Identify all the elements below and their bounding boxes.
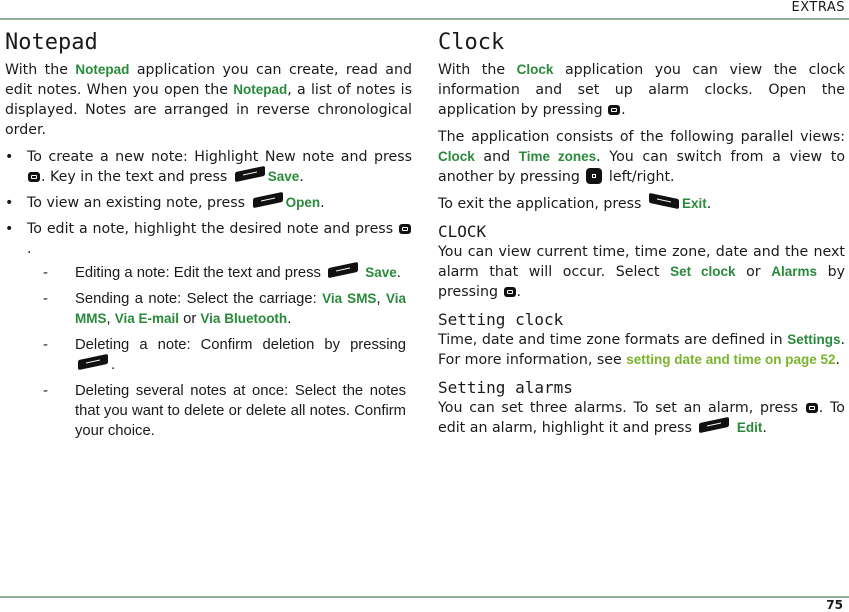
keyword-via-sms: Via SMS — [322, 291, 377, 306]
clock-section-text — [438, 242, 845, 302]
page-number: 75 — [826, 598, 843, 612]
text: The application consists of the following parallel views: — [438, 129, 845, 145]
text: With the — [5, 62, 76, 78]
text: . — [27, 241, 32, 257]
setting-clock-heading: Setting clock — [438, 310, 564, 329]
setting-alarms-text — [438, 398, 845, 438]
sub-item-sending — [39, 289, 412, 329]
footer-rule — [0, 596, 849, 598]
text: or — [179, 311, 201, 327]
text: . — [621, 102, 626, 118]
clock-section-heading: CLOCK — [438, 222, 487, 241]
text: Time, date and time zone formats are defined in — [438, 332, 788, 348]
setting-clock-text — [438, 330, 845, 370]
keyword-set-clock: Set clock — [670, 264, 736, 279]
text: . For more information, see — [438, 332, 845, 368]
text: application you can create, read and edit notes. When you open the — [5, 62, 413, 98]
clock-column — [438, 30, 845, 445]
text: or — [735, 264, 772, 280]
clock-views — [438, 127, 845, 187]
text: Sending a note: Select the carriage: — [75, 291, 323, 307]
text: . — [516, 284, 522, 300]
text: To create a new note: Highlight New note and press — [27, 149, 412, 165]
keyword-alarms: Alarms — [771, 264, 817, 279]
notepad-intro — [5, 60, 412, 140]
keyword-edit: Edit — [736, 420, 763, 435]
text: Deleting a note: Confirm deletion by pressing — [75, 337, 406, 353]
text: . — [320, 195, 325, 211]
page-reference-link[interactable]: setting date and time on page 52 — [626, 352, 836, 367]
select-key-icon — [28, 172, 40, 182]
keyword-time-zones: Time zones — [518, 149, 597, 164]
text: and — [474, 149, 519, 165]
keyword-notepad: Notepad — [233, 82, 288, 97]
text: To edit a note, highlight the desired note and press — [27, 221, 398, 237]
right-soft-key-icon — [649, 193, 679, 209]
select-key-icon — [608, 105, 620, 115]
text: . — [287, 311, 292, 327]
left-soft-key-icon — [328, 262, 358, 278]
text: Deleting several notes at once: Select the notes that you want to delete or delete all notes. Confirm your choice. — [75, 383, 406, 439]
navigation-key-icon — [586, 168, 602, 184]
left-soft-key-icon — [78, 354, 108, 370]
text: . To edit an alarm, highlight it and press — [438, 400, 845, 436]
notepad-column — [5, 30, 412, 447]
text: . — [706, 196, 712, 212]
keyword-via-email: Via E-mail — [114, 311, 180, 326]
sub-item-deleting — [39, 335, 412, 375]
keyword-exit: Exit — [681, 196, 707, 211]
text: . — [299, 169, 304, 185]
clock-exit — [438, 194, 845, 214]
text: To exit the application, press — [438, 196, 646, 212]
keyword-save: Save — [267, 169, 300, 184]
list-item-create — [5, 147, 412, 187]
header-rule — [0, 18, 849, 20]
sub-item-editing — [39, 263, 412, 283]
keyword-open: Open — [285, 195, 321, 210]
keyword-save: Save — [365, 265, 397, 280]
text: , — [106, 311, 115, 327]
left-soft-key-icon — [253, 192, 283, 208]
sub-item-several — [39, 381, 412, 441]
text: . — [396, 265, 401, 281]
setting-alarms-heading: Setting alarms — [438, 378, 573, 397]
edit-sub-list — [27, 263, 412, 441]
keyword-settings: Settings — [787, 332, 841, 347]
keyword-notepad: Notepad — [75, 62, 130, 77]
keyword-via-bluetooth: Via Bluetooth — [200, 311, 288, 326]
select-key-icon — [399, 224, 411, 234]
text: Editing a note: Edit the text and press — [75, 265, 326, 281]
notepad-title: Notepad — [5, 30, 98, 55]
clock-title: Clock — [438, 30, 505, 55]
text: . You can switch from a view to another by pressing — [438, 149, 845, 185]
text: You can view current time, time zone, date and the next alarm that will occur. Select — [438, 244, 845, 280]
list-item-edit — [5, 219, 412, 441]
text: left/right. — [604, 169, 675, 185]
keyword-clock: Clock — [516, 62, 554, 77]
select-key-icon — [504, 287, 516, 297]
left-soft-key-icon — [699, 417, 729, 433]
section-label: EXTRAS — [791, 0, 845, 15]
keyword-via-mms: Via MMS — [75, 291, 406, 326]
text: You can set three alarms. To set an alarm, press — [438, 400, 805, 416]
text: . — [111, 357, 116, 373]
notepad-bullet-list — [5, 147, 412, 441]
text: . Key in the text and press — [41, 169, 232, 185]
keyword-clock: Clock — [438, 149, 475, 164]
select-key-icon — [806, 403, 818, 413]
text: To view an existing note, press — [27, 195, 250, 211]
text: , — [376, 291, 386, 307]
text: With the — [438, 62, 517, 78]
text: . — [835, 352, 841, 368]
text: , a list of notes is displayed. Notes are arranged in reverse chronological order. — [5, 82, 412, 138]
text: application you can view the clock information and set up alarm clocks. Open the application by pressing — [438, 62, 846, 118]
clock-intro — [438, 60, 845, 120]
text: . — [762, 420, 767, 436]
text: by pressing — [438, 264, 846, 300]
list-item-view — [5, 193, 412, 213]
left-soft-key-icon — [235, 166, 265, 182]
